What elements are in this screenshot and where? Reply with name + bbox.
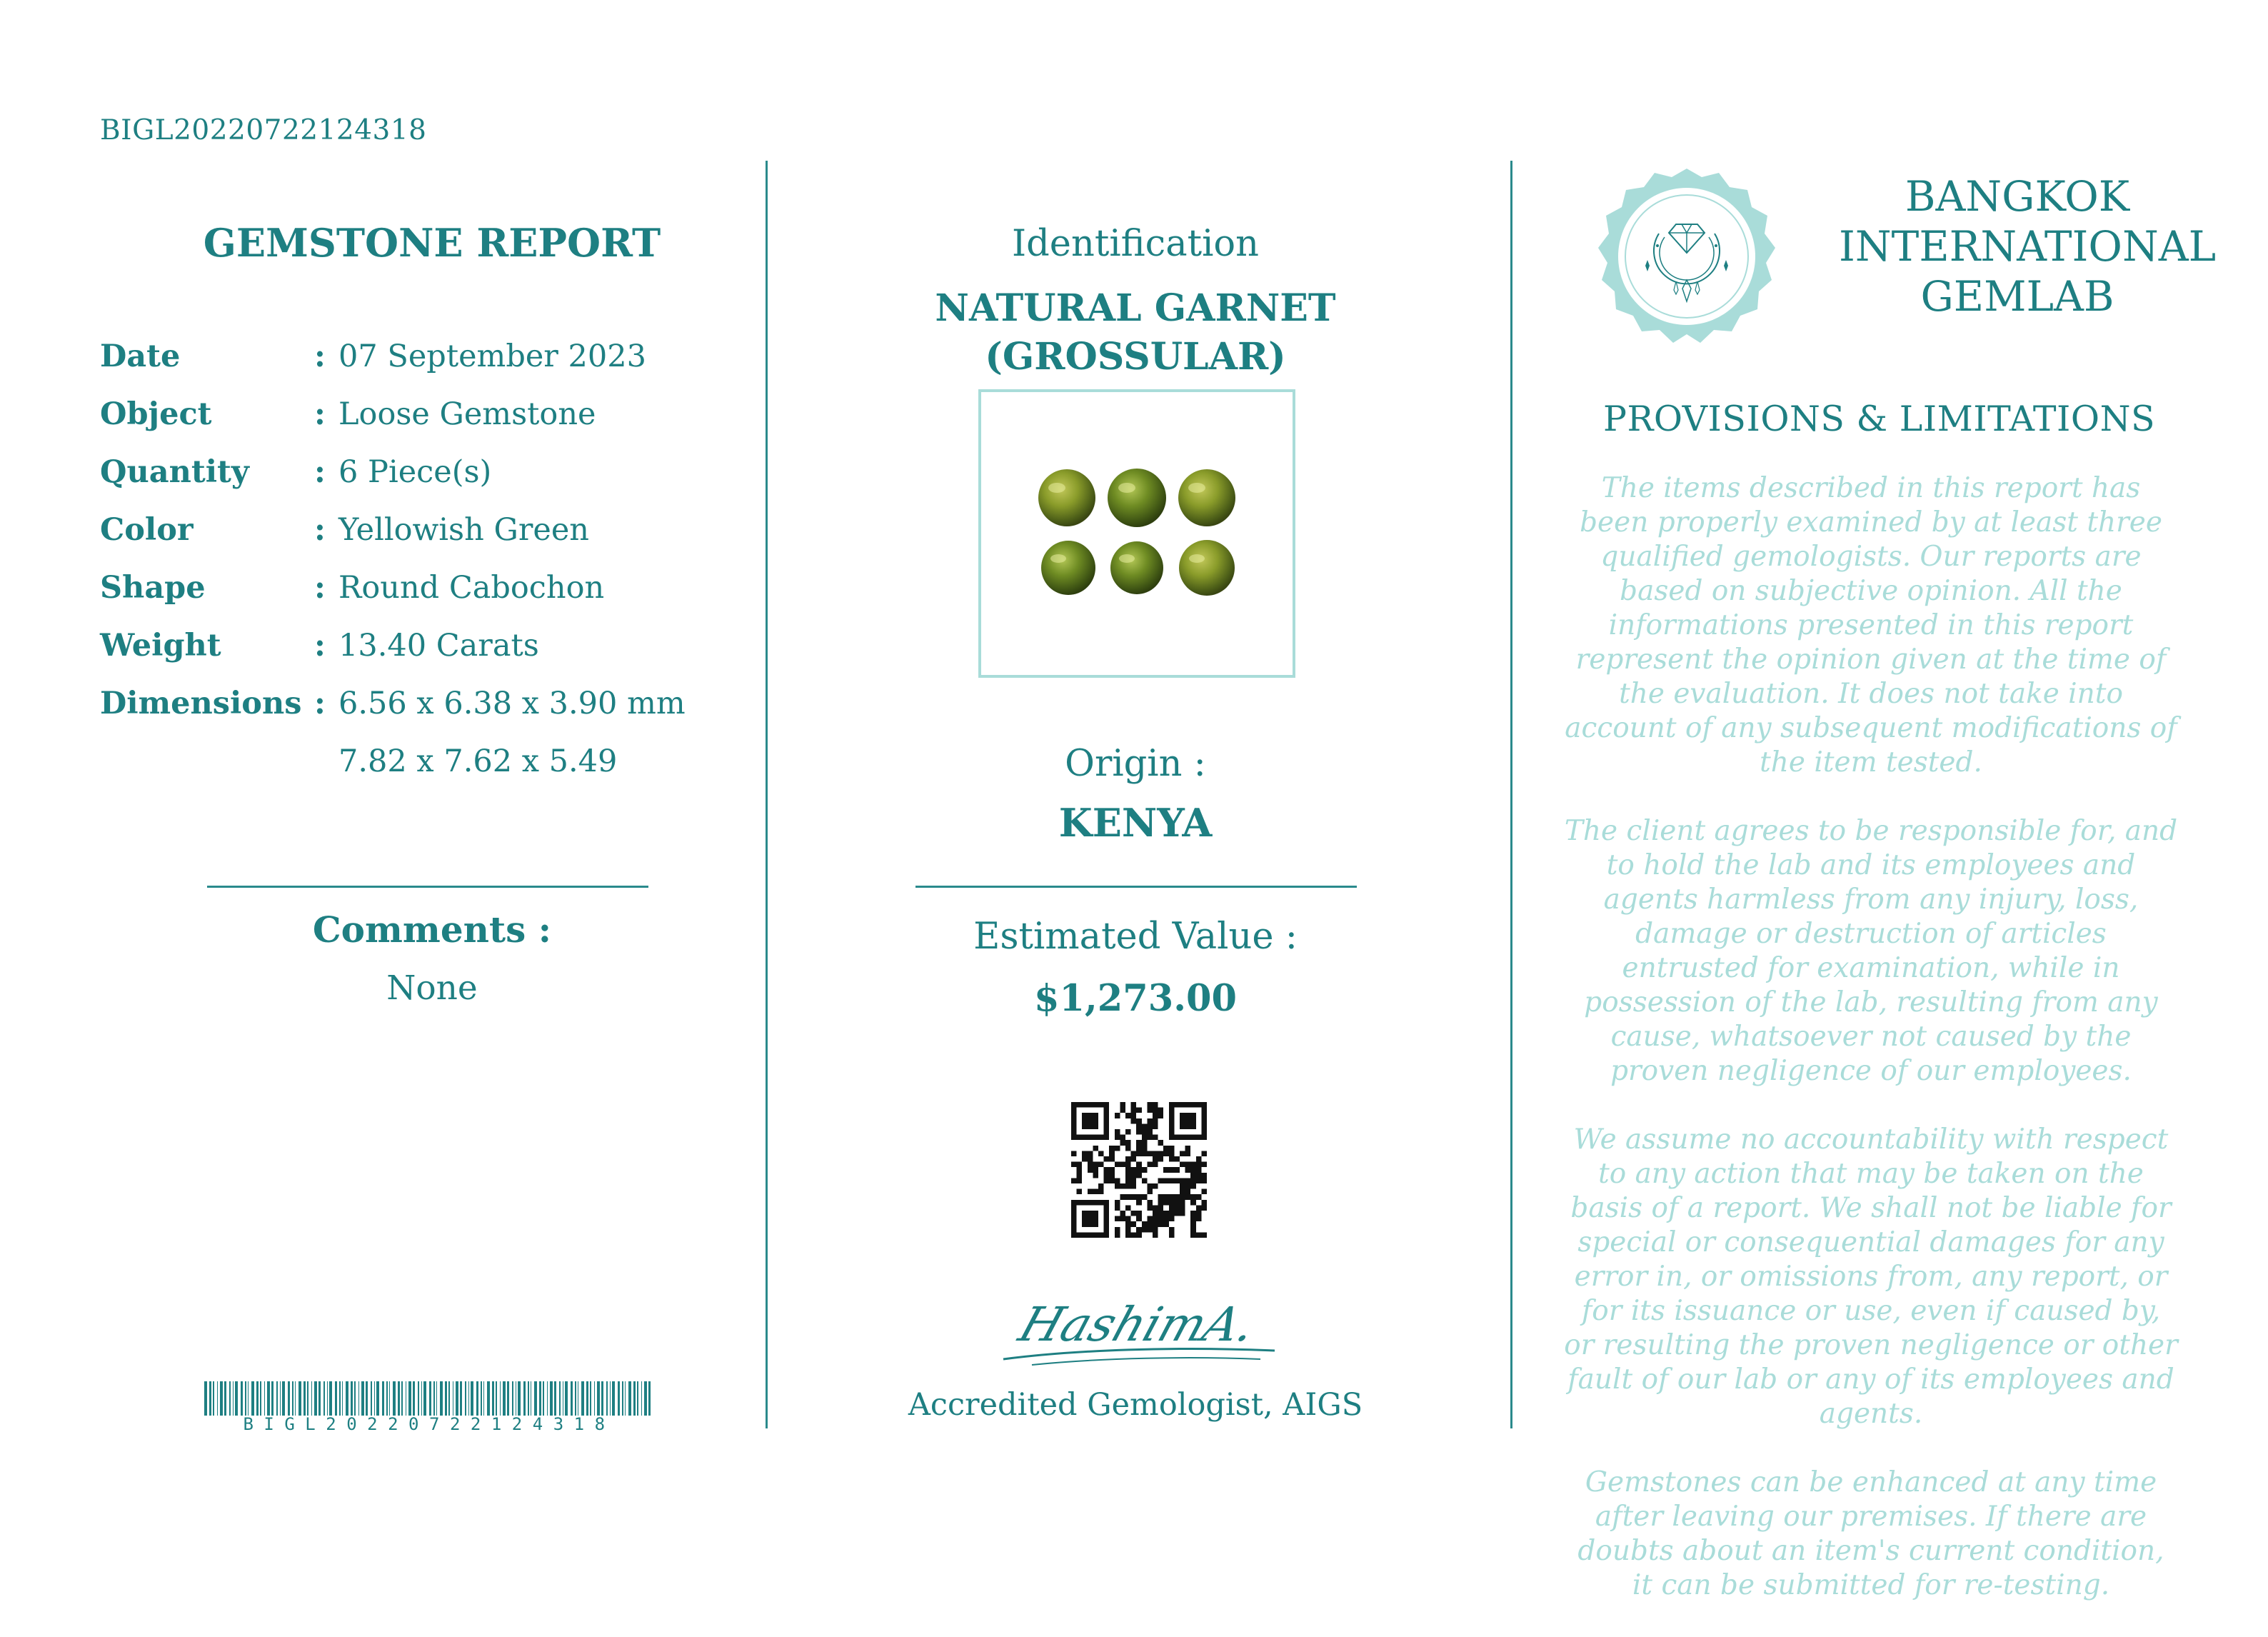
field-object <box>100 396 686 454</box>
field-date <box>100 339 686 396</box>
gemstones-image <box>981 392 1293 675</box>
field-label: Weight <box>100 628 221 664</box>
gemstone <box>1108 469 1166 527</box>
field-color <box>100 512 686 570</box>
report-id: BIGL20220722124318 <box>100 114 427 146</box>
comments-title: Comments : <box>312 908 552 951</box>
field-weight <box>100 628 686 686</box>
signer-title: Accredited Gemologist, AIGS <box>908 1387 1363 1423</box>
gemstone <box>1178 469 1235 526</box>
estimated-value: $1,273.00 <box>1034 977 1237 1020</box>
origin-label: Origin : <box>1065 743 1206 785</box>
lab-name-line2: INTERNATIONAL <box>1839 222 2217 271</box>
barcode-text: BIGL20220722124318 <box>243 1414 616 1434</box>
gemstone <box>1038 469 1095 526</box>
field-label: Color <box>100 512 194 548</box>
signature-text: HashimA. <box>1013 1296 1263 1352</box>
gemstone <box>1110 541 1163 594</box>
field-colon: : <box>314 454 326 490</box>
field-value: 6.56 x 6.38 x 3.90 mm <box>338 686 686 721</box>
gemstone <box>1179 540 1235 596</box>
identification-line1: NATURAL GARNET <box>935 286 1336 330</box>
field-colon: : <box>314 339 326 374</box>
field-colon: : <box>314 628 326 664</box>
field-colon: : <box>314 686 326 721</box>
report-title: GEMSTONE REPORT <box>203 220 661 266</box>
provisions-text <box>1564 471 2178 1637</box>
estimated-value-label: Estimated Value : <box>973 916 1298 958</box>
field-value: Round Cabochon <box>338 570 605 606</box>
lab-seal-logo <box>1596 166 1778 348</box>
field-label: Dimensions <box>100 686 302 721</box>
column-divider-right <box>1510 161 1512 1428</box>
field-label: Shape <box>100 570 206 606</box>
gemstone-photo <box>978 389 1295 678</box>
left-divider <box>207 886 648 888</box>
provisions-paragraph: The client agrees to be responsible for, and to hold the lab and its employees and agents harmless from any injury, loss, damage or destruction of articles entrusted for examination, while in possession of the lab, resulting from any cause, whatsoever not caused by the proven negligence of our employees. <box>1564 815 2178 1087</box>
field-dimensions <box>100 686 686 744</box>
field-label: Date <box>100 339 181 374</box>
field-colon: : <box>314 570 326 606</box>
field-colon: : <box>314 396 326 432</box>
field-shape <box>100 570 686 628</box>
middle-divider <box>915 886 1357 888</box>
field-value: Yellowish Green <box>338 512 589 548</box>
details-list <box>100 339 686 801</box>
field-value: Loose Gemstone <box>338 396 596 432</box>
barcode <box>204 1381 654 1416</box>
identification-label: Identification <box>1012 223 1259 265</box>
identification-name <box>771 284 1500 381</box>
qr-code <box>1071 1102 1207 1238</box>
comments-value: None <box>386 968 478 1008</box>
provisions-paragraph: The items described in this report has been properly examined by at least three qualified gemologists. Our reports are based on subjective opinion. All the informations presented in this report represent the opinion given at the time of the evaluation. It does not take into account of any subsequent modifications of the item tested. <box>1565 472 2177 779</box>
origin-value: KENYA <box>1058 800 1213 846</box>
signature <box>989 1275 1289 1375</box>
provisions-paragraph: We assume no accountability with respect to any action that may be taken on the basis of a report. We shall not be liable for special or consequential damages for any error in, or omissions from, any report, or for its issuance or use, even if caused by, or resulting the proven negligence or other fault of our lab or any of its employees and agents. <box>1564 1123 2178 1430</box>
column-divider-left <box>766 161 768 1428</box>
field-value: 07 September 2023 <box>338 339 646 374</box>
provisions-paragraph: Gemstones can be enhanced at any time after leaving our premises. If there are doubts about an item's current condition, it can be submitted for re-testing. <box>1577 1466 2164 1601</box>
field-label: Quantity <box>100 454 249 490</box>
field-value: 6 Piece(s) <box>338 454 492 490</box>
lab-name <box>1839 171 2217 321</box>
field-value: 13.40 Carats <box>338 628 539 664</box>
field-label: Object <box>100 396 212 432</box>
gemstone <box>1041 541 1095 595</box>
field-value: 7.82 x 7.62 x 5.49 <box>338 744 618 779</box>
lab-name-line3: GEMLAB <box>1920 272 2114 321</box>
field-dimensions-extra <box>100 744 686 801</box>
provisions-title: PROVISIONS & LIMITATIONS <box>1603 399 2156 439</box>
identification-line2: (GROSSULAR) <box>985 335 1286 379</box>
field-quantity <box>100 454 686 512</box>
field-colon: : <box>314 512 326 548</box>
lab-name-line1: BANGKOK <box>1905 172 2130 221</box>
